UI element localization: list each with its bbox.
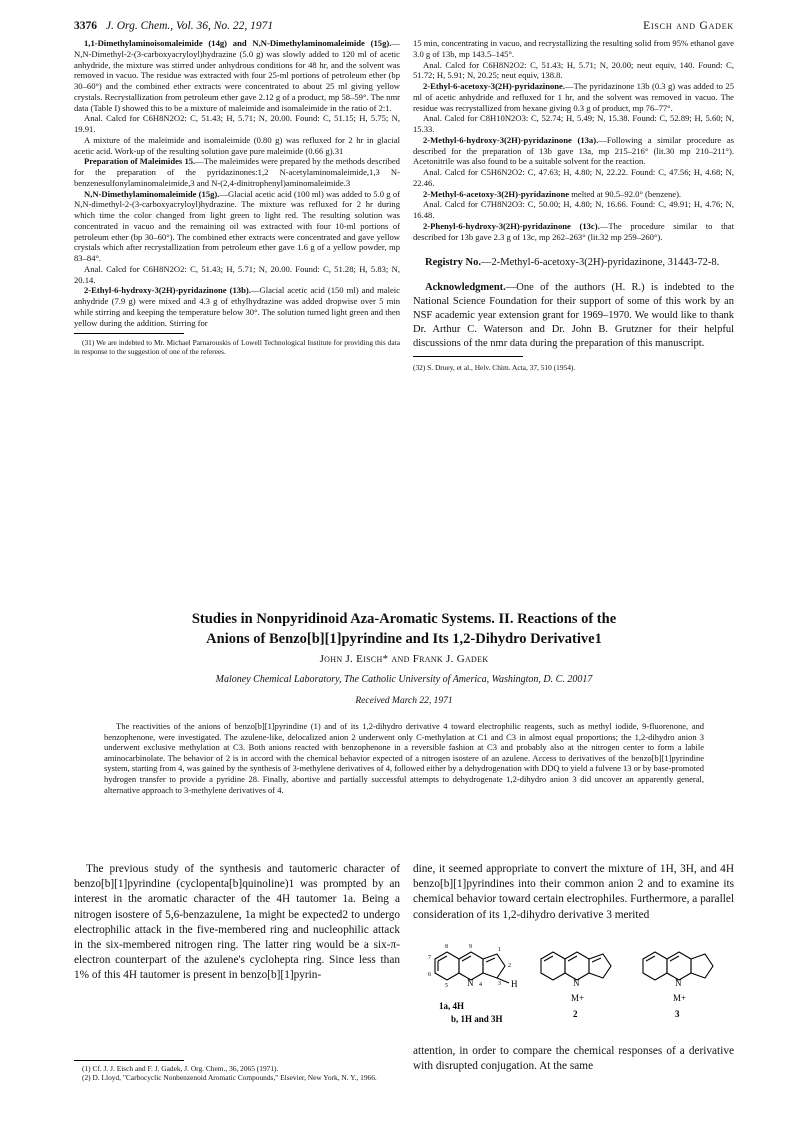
body-paragraph: The previous study of the synthesis and tautomeric character of benzo[b][1]pyrindine (cyclopenta[b]quinoline)1 was prompted by an interest in the aromatic character of the 4H tautomer 1a. Being a nitrogen isostere of 5,6-benzazulene, 1a might be expected2 to undergo electrophilic attack in the five-membered ring and nucleophilic attack in the six-membered nitrogen ring. The latter ring would be a six-π-electron counterpart of the azulene's cyclohepta ring. Since less than 1% of this 4H tautomer is present in benzo[b][1]pyrin- [74,863,400,982]
paragraph: Anal. Calcd for C8H10N2O3: C, 52.74; H, 5.49; N, 15.38. Found: C, 52.89; H, 5.60; N, 15.33. [413,113,734,134]
footnote-32: (32) S. Druey, et al., Helv. Chim. Acta, 37, 510 (1954). [413,363,576,373]
article-title [74,609,734,649]
page-header [74,20,734,36]
registry-text: —2-Methyl-6-acetoxy-3(2H)-pyridazinone, 31443-72-8. [481,257,720,269]
left-column-experimental [74,38,400,356]
title-line-2: Anions of Benzo[b][1]pyrindine and Its 1,2-Dihydro Derivative1 [206,631,602,647]
paragraph: 15 min, concentrating in vacuo, and recrystallizing the resulting solid from 95% ethanol gave 3.0 g of 13b, mp 143.5–145°. [413,38,734,59]
structure-figure [421,937,731,1031]
page-number: 3376 [74,20,97,32]
footnote-2: (2) D. Lloyd, "Carbocyclic Nonbenzenoid Aromatic Compounds," Elsevier, New York, N. Y., 1966. [82,1073,377,1082]
affiliation: Maloney Chemical Laboratory, The Catholic University of America, Washington, D. C. 20017 [215,674,593,685]
paragraph: Anal. Calcd for C6H8N2O2: C, 51.43; H, 5.71; N, 20.00. Found: C, 51.28; H, 5.83; N, 20.14. [74,263,400,285]
atom-n-3: N [675,978,682,988]
journal-citation: J. Org. Chem., Vol. 36, No. 22, 1971 [105,20,274,32]
heading-14g-15g: 1,1-Dimethylaminoisomaleimide (14g) and N,N-Dimethylaminomaleimide (15g). [84,38,392,48]
position-number: 7 [428,955,431,961]
ring-cyclopenta-2 [589,954,611,978]
acknowledgment-text: —One of the authors (H. R.) is indebted to the National Science Foundation for their support of some of this work by an NSF academic year extension grant for 1969–1970. We would like to thank Dr. Arthur C. Waterson and Dr. John B. Grutzner for their helpful discussions of the nmr data during the preparation of this manuscript. [413,282,734,350]
body-left-column [74,862,400,984]
counterion-2: M+ [571,993,585,1003]
registry-label: Registry No. [425,257,481,269]
chemical-structures [421,937,731,1031]
footnote-rule [74,333,184,334]
heading-13b: 2-Ethyl-6-hydroxy-3(2H)-pyridazinone (13b). [84,285,251,296]
position-number: 6 [428,972,431,978]
atom-h-1a: H [511,979,518,989]
position-number: 1 [498,947,501,953]
right-column-experimental [413,38,734,372]
heading-maleimides: Preparation of Maleimides 15. [84,156,196,167]
acknowledgment-label: Acknowledgment. [425,282,506,294]
paragraph: —Glacial acetic acid (100 ml) was added to 5.0 g of N,N-dimethyl-2-(3-carboxyacryloyl)hydrazine. The mixture was refluxed for 2 hr during which time the color changed from light green to light red. The resulting solution was concentrated in vacuo and the remaining oil was extracted with four 10-ml portions of petroleum ether (bp 30–60°). The combined ether extracts were concentrated and gave yellow crystals which after recrystallization from petroleum ether gave 1.6 g of a yellow powder, mp 83–84°. [74,188,400,263]
heading-15g: N,N-Dimethylaminomaleimide (15g). [84,188,220,199]
body-right-continued: attention, in order to compare the chemical responses of a derivative with disrupted conjugation. At the same [413,1045,734,1073]
paragraph: Anal. Calcd for C7H8N2O3: C, 50.00; H, 4.80; N, 16.66. Found: C, 49.91; H, 4.76; N, 16.48. [413,199,734,220]
position-number: 5 [445,983,448,989]
position-number: 8 [445,944,448,950]
body-paragraph: dine, it seemed appropriate to convert the mixture of 1H, 3H, and 4H benzo[b][1]pyrindines into their common anion 2 and to examine its chemical behavior toward certain electrophiles. Furthermore, a parallel consideration of its 1,2-dihydro derivative 3 merited [413,863,734,921]
abstract: The reactivities of the anions of benzo[b][1]pyrindine (1) and of its 1,2-dihydro derivative 4 toward electrophilic reagents, such as methyl iodide, 9-fluorenone, and benzophenone, were investigated. The azulene-like, delocalized anion 2 underwent only C-methylation at C1 and C3 in almost equal proportions; the 1,2-dihydro anion 3 underwent exclusive methylation at C3. Both anions reacted with benzophenone in a reversible fashion at C3 and probably also at the nitrogen center to form a labile aminocarbinolate. The behavior of 2 is in accord with the chemical behavior expected of a nitrogen isostere of an azulene. Access to derivatives of the benzo[b][1]pyrindine system, starting from 4, was gained by the synthesis of 3-methylene derivatives of 4, followed either by a dehydrogenation with DDQ to yield a fulvene 13 or by base-promoted hydrogen transfer to provide a pyridine 28. Finally, abortive and partially successful attempts to dehydrogenate 1,2-dihydro anion 3 did uncover an apparently general, alternative approach to 3-methylene derivatives of 4. [104,721,704,795]
paragraph: —N,N-Dimethyl-2-(3-carboxyacryloyl)hydrazine (5.0 g) was slowly added to 120 ml of acetic anhydride, the mixture was stirred under anhydrous conditions for 48 hr, and the solvent was removed in vacuo. The residue was extracted with four 25-ml portions of petroleum ether (bp 30–60°) and the combined ether extracts were concentrated to about 25 ml giving yellow crystals. Recrystallization from petroleum ether gave 2.12 g of a product, mp 58–59°. The nmr data (Table I) showed this to be a mixture of maleimide and isomaleimide in the ratio of 2:1. [74,38,400,113]
footnote-1: (1) Cf. J. J. Eisch and F. J. Gadek, J. Org. Chem., 36, 2065 (1971). [82,1064,279,1073]
position-number: 4 [479,982,482,988]
paragraph: A mixture of the maleimide and isomaleimide (0.80 g) was refluxed for 2 hr in glacial acetic acid. Work-up of the resulting solution gave pure maleimide (0.66 g).31 [74,134,400,156]
paragraph: —Following a similar procedure as described for the preparation of 13b gave 13a, mp 215–216° (lit.30 mp 210–211°). Acetonitrile was also found to be a suitable solvent for the reaction. [413,134,734,167]
heading-acetoxy-ethyl: 2-Ethyl-6-acetoxy-3(2H)-pyridazinone. [423,81,566,91]
registry-paragraph [413,256,734,270]
acknowledgment-paragraph [413,281,734,351]
body-right-column [413,862,734,923]
heading-acetoxy-methyl: 2-Methyl-6-acetoxy-3(2H)-pyridazinone [423,188,570,199]
atom-n-2: N [573,978,580,988]
paragraph: —The maleimides were prepared by the methods described for the preparation of the pyridazinones:1,2 N-acetylaminomaleimide,1,3 N-benzenesulfonylaminomaleimide,3 and N-(2,4-dinitrophenyl)aminomaleimide.3 [74,156,400,188]
footnote-31: (31) We are indebted to Mr. Michael Parnarouskis of Lowell Technological Institute for providing this data in response to the suggestion of one of the referees. [74,338,400,357]
article-authors: John J. Eisch* and Frank J. Gadek [319,653,489,665]
heading-13c: 2-Phenyl-6-hydroxy-3(2H)-pyridazinone (13c). [423,220,600,231]
received-date: Received March 22, 1971 [355,696,453,706]
heading-13a: 2-Methyl-6-hydroxy-3(2H)-pyridazinone (13a). [423,134,599,145]
paragraph: —Glacial acetic acid (150 ml) and maleic anhydride (7.9 g) were mixed and 4.3 g of ethylhydrazine was added dropwise over 5 min while stirring and keeping the temperature below 30°. The solution turned light green and then yellow during the addition. Stirring for [74,285,400,328]
footnote-rule [413,356,523,357]
label-2: 2 [573,1009,578,1019]
position-number: 9 [469,944,472,950]
running-authors: Eisch and Gadek [643,20,734,32]
title-line-1: Studies in Nonpyridinoid Aza-Aromatic Systems. II. Reactions of the [191,611,617,627]
paragraph: Anal. Calcd for C5H6N2O2: C, 47.63; H, 4.80; N, 22.22. Found: C, 47.56; H, 4.68; N, 22.46. [413,167,734,188]
label-1a: 1a, 4H [439,1001,465,1011]
paragraph: Anal. Calcd for C6H8N2O2: C, 51.43; H, 5.71; N, 20.00; neut equiv, 140. Found: C, 51.72; H, 5.91; N, 20.25; neut equiv, 138.8. [413,59,734,81]
label-3: 3 [675,1009,680,1019]
atom-n-1a: N [467,978,474,988]
body-footnotes [74,1055,400,1082]
ring-cyclopenta-3 [691,954,713,978]
counterion-3: M+ [673,993,687,1003]
paragraph: —The procedure similar to that described for 13b gave 2.3 g of 13c, mp 262–263° (lit.32 mp 259–260°). [413,220,734,242]
position-number: 2 [508,963,511,969]
paragraph: melted at 90.5–92.0° (benzene). [569,188,682,199]
footnote-rule [74,1060,184,1061]
paragraph: Anal. Calcd for C6H8N2O2: C, 51.43; H, 5.71; N, 20.00. Found: C, 51.15; H, 5.75; N, 19.91. [74,113,400,134]
position-number: 3 [498,981,501,987]
paragraph: —The pyridazinone 13b (0.3 g) was added to 25 ml of acetic anhydride and refluxed for 1 hr, and the solvent was removed in vacuo. The residue was recrystallized from hexane giving 0.3 g of product, mp 76–77°. [413,81,734,113]
label-1b: b, 1H and 3H [451,1014,503,1024]
ring-cyclopenta-1a [483,954,505,978]
